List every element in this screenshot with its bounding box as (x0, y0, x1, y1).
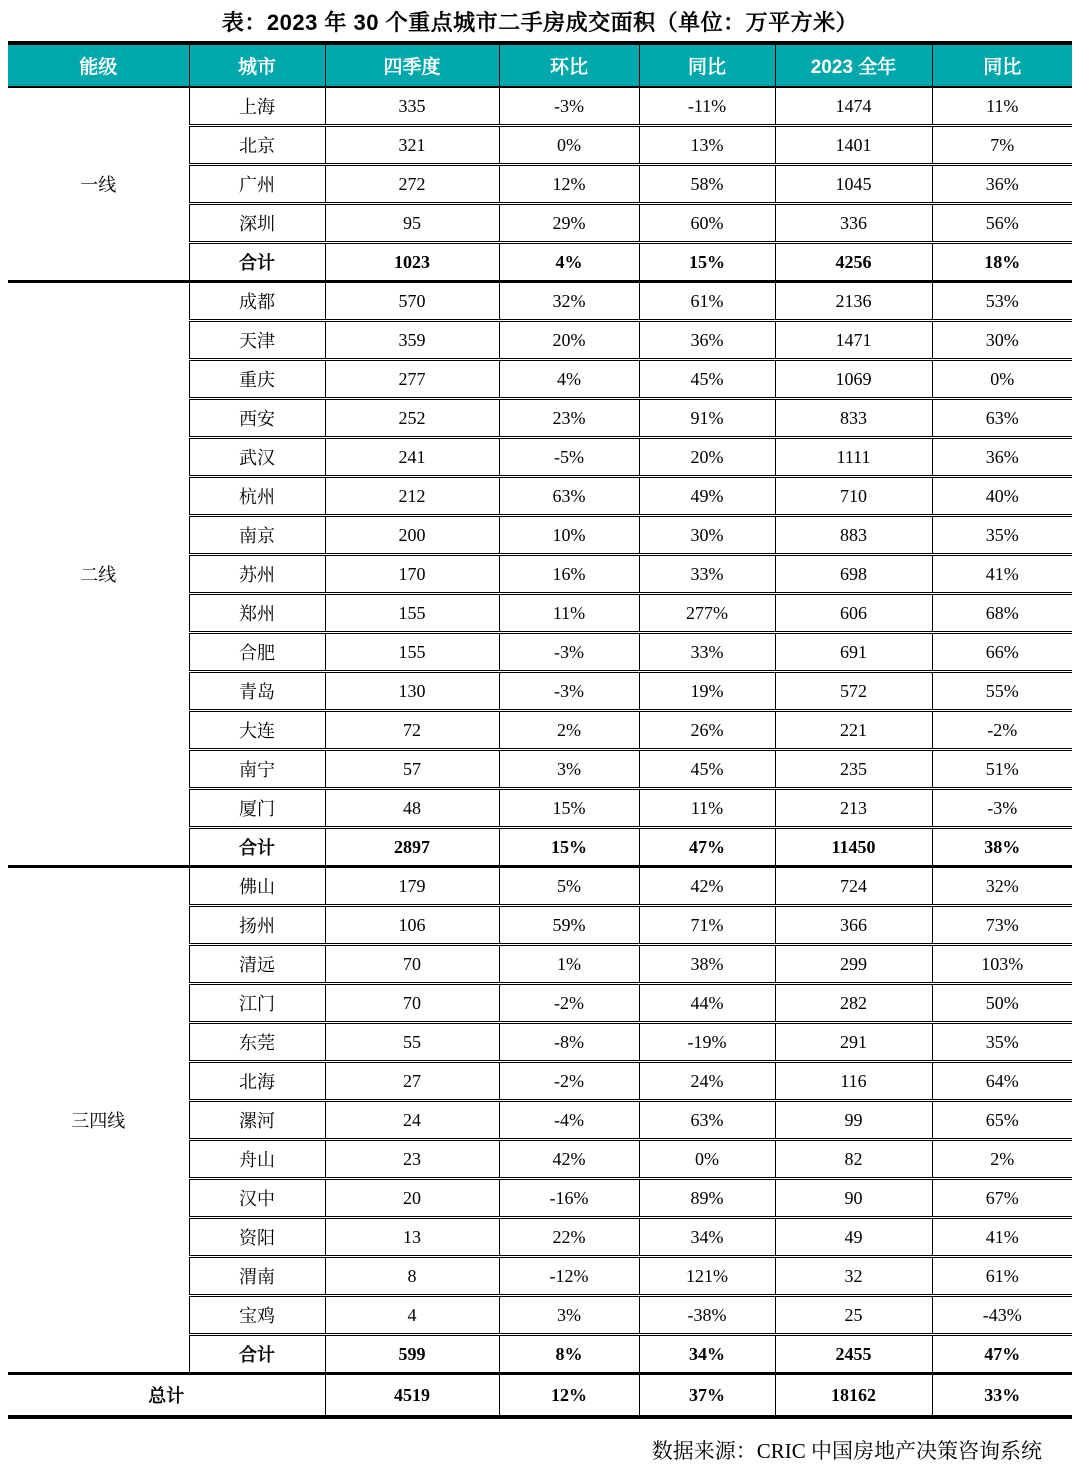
value-cell: 2% (499, 711, 639, 750)
data-source: 数据来源：CRIC 中国房地产决策咨询系统 (651, 1439, 1042, 1463)
value-cell: 4519 (325, 1374, 499, 1418)
value-cell: -19% (639, 1023, 775, 1062)
value-cell: 12% (499, 1374, 639, 1418)
header-cell-tier: 能级 (8, 43, 189, 87)
value-cell: 121% (639, 1257, 775, 1296)
value-cell: 40% (932, 477, 1072, 516)
value-cell: 599 (325, 1335, 499, 1374)
value-cell: 10% (499, 516, 639, 555)
value-cell: 68% (932, 594, 1072, 633)
value-cell: 22% (499, 1218, 639, 1257)
value-cell: 66% (932, 633, 1072, 672)
total-label-cell: 总计 (8, 1374, 325, 1418)
value-cell: 16% (499, 555, 639, 594)
value-cell: 53% (932, 282, 1072, 321)
value-cell: 36% (932, 438, 1072, 477)
value-cell: 23% (499, 399, 639, 438)
value-cell: 18% (932, 243, 1072, 282)
value-cell: 41% (932, 1218, 1072, 1257)
city-cell: 厦门 (189, 789, 325, 828)
value-cell: 67% (932, 1179, 1072, 1218)
value-cell: 291 (775, 1023, 932, 1062)
value-cell: -38% (639, 1296, 775, 1335)
value-cell: 20% (639, 438, 775, 477)
value-cell: 35% (932, 1023, 1072, 1062)
value-cell: 26% (639, 711, 775, 750)
value-cell: 1023 (325, 243, 499, 282)
value-cell: 64% (932, 1062, 1072, 1101)
value-cell: 130 (325, 672, 499, 711)
value-cell: 63% (932, 399, 1072, 438)
value-cell: 1471 (775, 321, 932, 360)
value-cell: 23 (325, 1140, 499, 1179)
value-cell: 155 (325, 633, 499, 672)
city-cell: 南京 (189, 516, 325, 555)
value-cell: 1401 (775, 126, 932, 165)
city-cell: 西安 (189, 399, 325, 438)
value-cell: 212 (325, 477, 499, 516)
value-cell: 0% (639, 1140, 775, 1179)
value-cell: -11% (639, 87, 775, 126)
value-cell: 13% (639, 126, 775, 165)
value-cell: 1069 (775, 360, 932, 399)
value-cell: 33% (639, 633, 775, 672)
value-cell: 2897 (325, 828, 499, 867)
city-cell: 杭州 (189, 477, 325, 516)
value-cell: 45% (639, 360, 775, 399)
value-cell: 213 (775, 789, 932, 828)
city-cell: 漯河 (189, 1101, 325, 1140)
value-cell: 8% (499, 1335, 639, 1374)
value-cell: 82 (775, 1140, 932, 1179)
city-cell: 北海 (189, 1062, 325, 1101)
subtotal-label-cell: 合计 (189, 1335, 325, 1374)
value-cell: 0% (499, 126, 639, 165)
value-cell: -3% (499, 633, 639, 672)
value-cell: 45% (639, 750, 775, 789)
value-cell: 51% (932, 750, 1072, 789)
data-table (8, 41, 1072, 1419)
value-cell: 99 (775, 1101, 932, 1140)
value-cell: 55% (932, 672, 1072, 711)
value-cell: 70 (325, 984, 499, 1023)
value-cell: 15% (499, 789, 639, 828)
value-cell: 33% (932, 1374, 1072, 1418)
value-cell: 335 (325, 87, 499, 126)
value-cell: 25 (775, 1296, 932, 1335)
value-cell: 155 (325, 594, 499, 633)
value-cell: 252 (325, 399, 499, 438)
value-cell: 36% (639, 321, 775, 360)
city-cell: 重庆 (189, 360, 325, 399)
value-cell: 724 (775, 867, 932, 906)
tier-cell: 二线 (8, 282, 189, 867)
city-cell: 广州 (189, 165, 325, 204)
value-cell: 59% (499, 906, 639, 945)
header-cell-fullyear: 2023 全年 (775, 43, 932, 87)
value-cell: -3% (499, 672, 639, 711)
value-cell: 11% (932, 87, 1072, 126)
value-cell: -43% (932, 1296, 1072, 1335)
value-cell: 27 (325, 1062, 499, 1101)
value-cell: -2% (499, 984, 639, 1023)
value-cell: 38% (639, 945, 775, 984)
value-cell: 55 (325, 1023, 499, 1062)
city-cell: 北京 (189, 126, 325, 165)
city-cell: 上海 (189, 87, 325, 126)
header-cell-yoy: 同比 (639, 43, 775, 87)
city-cell: 清远 (189, 945, 325, 984)
value-cell: 698 (775, 555, 932, 594)
city-cell: 合肥 (189, 633, 325, 672)
header-cell-city: 城市 (189, 43, 325, 87)
value-cell: 4 (325, 1296, 499, 1335)
value-cell: 299 (775, 945, 932, 984)
value-cell: 30% (932, 321, 1072, 360)
table-row (8, 87, 1072, 126)
value-cell: 49 (775, 1218, 932, 1257)
city-cell: 扬州 (189, 906, 325, 945)
city-cell: 成都 (189, 282, 325, 321)
value-cell: 13 (325, 1218, 499, 1257)
value-cell: 63% (639, 1101, 775, 1140)
city-cell: 江门 (189, 984, 325, 1023)
value-cell: -5% (499, 438, 639, 477)
value-cell: 710 (775, 477, 932, 516)
value-cell: 47% (932, 1335, 1072, 1374)
value-cell: 15% (499, 828, 639, 867)
value-cell: 35% (932, 516, 1072, 555)
city-cell: 郑州 (189, 594, 325, 633)
value-cell: 1045 (775, 165, 932, 204)
value-cell: 200 (325, 516, 499, 555)
value-cell: 4% (499, 243, 639, 282)
value-cell: 44% (639, 984, 775, 1023)
value-cell: -4% (499, 1101, 639, 1140)
tier-cell: 三四线 (8, 867, 189, 1374)
value-cell: 48 (325, 789, 499, 828)
value-cell: 61% (639, 282, 775, 321)
city-cell: 东莞 (189, 1023, 325, 1062)
value-cell: 277% (639, 594, 775, 633)
value-cell: 20 (325, 1179, 499, 1218)
value-cell: 95 (325, 204, 499, 243)
value-cell: 241 (325, 438, 499, 477)
value-cell: 572 (775, 672, 932, 711)
city-cell: 武汉 (189, 438, 325, 477)
value-cell: 11450 (775, 828, 932, 867)
value-cell: -2% (499, 1062, 639, 1101)
value-cell: 32% (499, 282, 639, 321)
value-cell: 15% (639, 243, 775, 282)
subtotal-label-cell: 合计 (189, 828, 325, 867)
value-cell: 47% (639, 828, 775, 867)
header-cell-fullyear-yoy: 同比 (932, 43, 1072, 87)
header-cell-q4: 四季度 (325, 43, 499, 87)
value-cell: 24% (639, 1062, 775, 1101)
table-row (8, 867, 1072, 906)
value-cell: 41% (932, 555, 1072, 594)
value-cell: 30% (639, 516, 775, 555)
value-cell: 179 (325, 867, 499, 906)
table-row (8, 282, 1072, 321)
city-cell: 佛山 (189, 867, 325, 906)
value-cell: 2% (932, 1140, 1072, 1179)
city-cell: 苏州 (189, 555, 325, 594)
value-cell: 366 (775, 906, 932, 945)
value-cell: 24 (325, 1101, 499, 1140)
value-cell: 71% (639, 906, 775, 945)
city-cell: 汉中 (189, 1179, 325, 1218)
value-cell: 72 (325, 711, 499, 750)
value-cell: -12% (499, 1257, 639, 1296)
value-cell: 277 (325, 360, 499, 399)
city-cell: 大连 (189, 711, 325, 750)
value-cell: 42% (639, 867, 775, 906)
value-cell: 3% (499, 750, 639, 789)
value-cell: 37% (639, 1374, 775, 1418)
value-cell: 7% (932, 126, 1072, 165)
value-cell: 19% (639, 672, 775, 711)
value-cell: 50% (932, 984, 1072, 1023)
value-cell: -2% (932, 711, 1072, 750)
value-cell: 60% (639, 204, 775, 243)
value-cell: -3% (499, 87, 639, 126)
value-cell: 4% (499, 360, 639, 399)
value-cell: 321 (325, 126, 499, 165)
value-cell: 58% (639, 165, 775, 204)
value-cell: 170 (325, 555, 499, 594)
value-cell: 12% (499, 165, 639, 204)
header-row (8, 43, 1072, 87)
subtotal-label-cell: 合计 (189, 243, 325, 282)
value-cell: 359 (325, 321, 499, 360)
tier-cell: 一线 (8, 87, 189, 282)
city-cell: 天津 (189, 321, 325, 360)
value-cell: 221 (775, 711, 932, 750)
value-cell: 1474 (775, 87, 932, 126)
value-cell: 29% (499, 204, 639, 243)
value-cell: 1111 (775, 438, 932, 477)
city-cell: 渭南 (189, 1257, 325, 1296)
value-cell: 32 (775, 1257, 932, 1296)
value-cell: 90 (775, 1179, 932, 1218)
value-cell: 2136 (775, 282, 932, 321)
value-cell: 91% (639, 399, 775, 438)
value-cell: 61% (932, 1257, 1072, 1296)
value-cell: 36% (932, 165, 1072, 204)
city-cell: 舟山 (189, 1140, 325, 1179)
value-cell: 106 (325, 906, 499, 945)
value-cell: 4256 (775, 243, 932, 282)
value-cell: 5% (499, 867, 639, 906)
value-cell: 0% (932, 360, 1072, 399)
header-cell-mom: 环比 (499, 43, 639, 87)
value-cell: 20% (499, 321, 639, 360)
value-cell: 282 (775, 984, 932, 1023)
city-cell: 青岛 (189, 672, 325, 711)
city-cell: 宝鸡 (189, 1296, 325, 1335)
value-cell: 8 (325, 1257, 499, 1296)
value-cell: 235 (775, 750, 932, 789)
value-cell: 691 (775, 633, 932, 672)
value-cell: 57 (325, 750, 499, 789)
value-cell: 70 (325, 945, 499, 984)
value-cell: 833 (775, 399, 932, 438)
value-cell: -8% (499, 1023, 639, 1062)
value-cell: 63% (499, 477, 639, 516)
value-cell: 49% (639, 477, 775, 516)
value-cell: 32% (932, 867, 1072, 906)
value-cell: 11% (499, 594, 639, 633)
value-cell: 38% (932, 828, 1072, 867)
value-cell: 33% (639, 555, 775, 594)
value-cell: 272 (325, 165, 499, 204)
value-cell: 2455 (775, 1335, 932, 1374)
value-cell: 42% (499, 1140, 639, 1179)
value-cell: 89% (639, 1179, 775, 1218)
value-cell: -16% (499, 1179, 639, 1218)
value-cell: 3% (499, 1296, 639, 1335)
value-cell: 65% (932, 1101, 1072, 1140)
city-cell: 深圳 (189, 204, 325, 243)
total-row (8, 1374, 1072, 1418)
value-cell: 116 (775, 1062, 932, 1101)
value-cell: 883 (775, 516, 932, 555)
value-cell: 34% (639, 1335, 775, 1374)
city-cell: 资阳 (189, 1218, 325, 1257)
value-cell: -3% (932, 789, 1072, 828)
table-title: 表：2023 年 30 个重点城市二手房成交面积（单位：万平方米） (221, 10, 859, 35)
value-cell: 18162 (775, 1374, 932, 1418)
city-cell: 南宁 (189, 750, 325, 789)
value-cell: 336 (775, 204, 932, 243)
value-cell: 34% (639, 1218, 775, 1257)
value-cell: 103% (932, 945, 1072, 984)
value-cell: 73% (932, 906, 1072, 945)
value-cell: 570 (325, 282, 499, 321)
value-cell: 11% (639, 789, 775, 828)
value-cell: 606 (775, 594, 932, 633)
value-cell: 56% (932, 204, 1072, 243)
value-cell: 1% (499, 945, 639, 984)
